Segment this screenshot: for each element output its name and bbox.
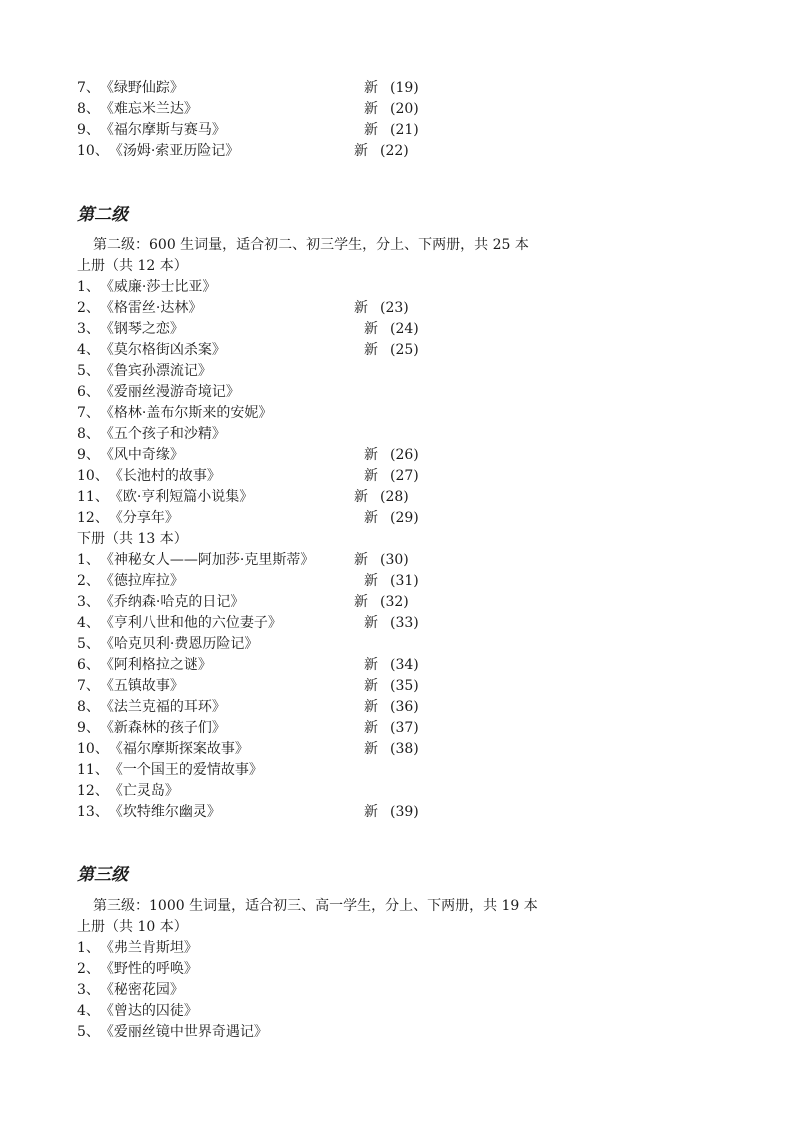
section-heading: 第二级 [77,205,128,225]
new-marker [364,445,419,465]
new-marker [364,676,419,696]
new-label: 新 [364,678,378,694]
book-title: 《五镇故事》 [99,678,184,694]
new-marker [364,120,419,140]
item-number: 5、 [77,363,100,379]
item-number: 2、 [77,300,100,316]
book-code: (34) [390,657,419,673]
item-number: 13、 [77,804,109,820]
list-item [77,424,226,444]
book-code: (29) [390,510,419,526]
list-item [77,382,240,402]
new-label: 新 [354,300,368,316]
book-title: 《福尔摩斯探案故事》 [108,741,249,757]
list-item [77,613,282,633]
item-number: 4、 [77,1003,100,1019]
list-item [77,298,202,318]
list-item [77,99,198,119]
new-marker [364,802,419,822]
item-number: 7、 [77,80,100,96]
book-title: 《格雷丝·达林》 [99,300,203,316]
list-item [77,361,212,381]
book-title: 《坎特维尔幽灵》 [108,804,221,820]
item-number: 5、 [77,1024,100,1040]
section-intro: 第三级：1000 生词量，适合初三、高一学生，分上、下两册，共 19 本 [93,898,538,914]
list-item [77,550,314,570]
book-code: (35) [390,678,419,694]
volume-label: 下册（共 13 本） [77,531,188,547]
list-item [77,718,226,738]
item-number: 3、 [77,321,100,337]
section-intro: 第二级：600 生词量，适合初二、初三学生，分上、下两册，共 25 本 [93,237,529,253]
book-title: 《福尔摩斯与赛马》 [99,122,226,138]
item-number: 2、 [77,573,100,589]
new-label: 新 [364,657,378,673]
new-label: 新 [364,101,378,117]
book-title: 《绿野仙踪》 [99,80,184,96]
new-label: 新 [364,615,378,631]
book-code: (26) [390,447,419,463]
new-marker [364,697,419,717]
new-label: 新 [354,489,368,505]
item-number: 12、 [77,510,109,526]
book-title: 《威廉·莎士比亚》 [99,279,217,295]
list-item [77,938,198,958]
item-number: 1、 [77,940,100,956]
item-number: 3、 [77,982,100,998]
item-number: 8、 [77,699,100,715]
list-item [77,120,226,140]
list-item [77,1001,198,1021]
new-label: 新 [364,741,378,757]
book-title: 《曾达的囚徒》 [99,1003,198,1019]
item-number: 11、 [77,489,109,505]
list-item [77,445,184,465]
book-title: 《鲁宾孙漂流记》 [99,363,212,379]
book-title: 《阿利格拉之谜》 [99,657,212,673]
book-code: (36) [390,699,419,715]
volume-label: 上册（共 12 本） [77,258,188,274]
new-marker [364,340,419,360]
book-title: 《野性的呼唤》 [99,961,198,977]
item-number: 10、 [77,741,109,757]
new-marker [364,319,419,339]
book-title: 《难忘米兰达》 [99,101,198,117]
book-code: (32) [380,594,409,610]
new-marker [364,466,419,486]
book-code: (31) [390,573,419,589]
list-item [77,760,263,780]
new-marker [364,99,419,119]
list-item [77,739,249,759]
item-number: 12、 [77,783,109,799]
new-label: 新 [364,720,378,736]
item-number: 2、 [77,961,100,977]
list-item [77,277,216,297]
new-label: 新 [364,447,378,463]
list-item [77,78,184,98]
list-item [77,980,184,1000]
book-code: (24) [390,321,419,337]
book-title: 《新森林的孩子们》 [99,720,226,736]
list-item [77,802,221,822]
list-item [77,697,226,717]
item-number: 6、 [77,384,100,400]
item-number: 4、 [77,615,100,631]
item-number: 1、 [77,552,100,568]
item-number: 10、 [77,468,109,484]
book-title: 《法兰克福的耳环》 [99,699,226,715]
book-title: 《钢琴之恋》 [99,321,184,337]
list-item [77,403,272,423]
book-code: (25) [390,342,419,358]
book-code: (21) [390,122,419,138]
new-label: 新 [364,321,378,337]
item-number: 7、 [77,678,100,694]
list-item [77,340,226,360]
book-code: (23) [380,300,409,316]
book-code: (22) [380,143,409,159]
new-label: 新 [364,510,378,526]
new-label: 新 [354,552,368,568]
list-item [77,634,258,654]
book-title: 《亡灵岛》 [108,783,179,799]
list-item [77,592,244,612]
new-label: 新 [364,80,378,96]
new-label: 新 [364,342,378,358]
book-code: (19) [390,80,419,96]
new-marker [354,141,409,161]
volume-label: 上册（共 10 本） [77,919,188,935]
new-marker [364,508,419,528]
list-item [77,319,184,339]
new-label: 新 [354,594,368,610]
list-item [77,141,239,161]
new-marker [364,571,419,591]
book-code: (38) [390,741,419,757]
list-item [77,781,179,801]
list-item [77,508,179,528]
list-item [77,487,253,507]
book-title: 《分享年》 [108,510,179,526]
book-title: 《莫尔格街凶杀案》 [99,342,226,358]
book-title: 《爱丽丝镜中世界奇遇记》 [99,1024,268,1040]
book-title: 《欧·亨利短篇小说集》 [108,489,254,505]
list-item [77,571,184,591]
book-title: 《汤姆·索亚历险记》 [108,143,240,159]
book-title: 《秘密花园》 [99,982,184,998]
list-item [77,676,184,696]
new-label: 新 [364,573,378,589]
item-number: 3、 [77,594,100,610]
new-label: 新 [364,122,378,138]
book-title: 《哈克贝利·费恩历险记》 [99,636,259,652]
book-code: (27) [390,468,419,484]
new-marker [354,550,409,570]
new-marker [364,613,419,633]
book-title: 《五个孩子和沙精》 [99,426,226,442]
book-code: (20) [390,101,419,117]
book-title: 《格林·盖布尔斯来的安妮》 [99,405,273,421]
new-label: 新 [364,804,378,820]
book-title: 《风中奇缘》 [99,447,184,463]
book-title: 《长池村的故事》 [108,468,221,484]
book-code: (30) [380,552,409,568]
item-number: 1、 [77,279,100,295]
new-marker [354,487,409,507]
item-number: 5、 [77,636,100,652]
new-label: 新 [364,468,378,484]
section-heading: 第三级 [77,865,128,885]
item-number: 4、 [77,342,100,358]
item-number: 11、 [77,762,109,778]
book-title: 《亨利八世和他的六位妻子》 [99,615,282,631]
item-number: 7、 [77,405,100,421]
book-title: 《乔纳森·哈克的日记》 [99,594,245,610]
item-number: 8、 [77,101,100,117]
book-title: 《弗兰肯斯坦》 [99,940,198,956]
item-number: 9、 [77,720,100,736]
book-code: (33) [390,615,419,631]
book-title: 《德拉库拉》 [99,573,184,589]
book-title: 《爱丽丝漫游奇境记》 [99,384,240,400]
new-marker [364,655,419,675]
book-code: (28) [380,489,409,505]
new-label: 新 [354,143,368,159]
book-code: (39) [390,804,419,820]
book-code: (37) [390,720,419,736]
item-number: 9、 [77,122,100,138]
item-number: 10、 [77,143,109,159]
new-marker [354,298,409,318]
item-number: 6、 [77,657,100,673]
item-number: 9、 [77,447,100,463]
item-number: 8、 [77,426,100,442]
list-item [77,959,198,979]
book-title: 《一个国王的爱情故事》 [108,762,263,778]
list-item [77,655,212,675]
new-marker [364,718,419,738]
list-item [77,466,221,486]
new-marker [354,592,409,612]
new-label: 新 [364,699,378,715]
list-item [77,1022,268,1042]
new-marker [364,739,419,759]
book-title: 《神秘女人——阿加莎·克里斯蒂》 [99,552,315,568]
new-marker [364,78,419,98]
